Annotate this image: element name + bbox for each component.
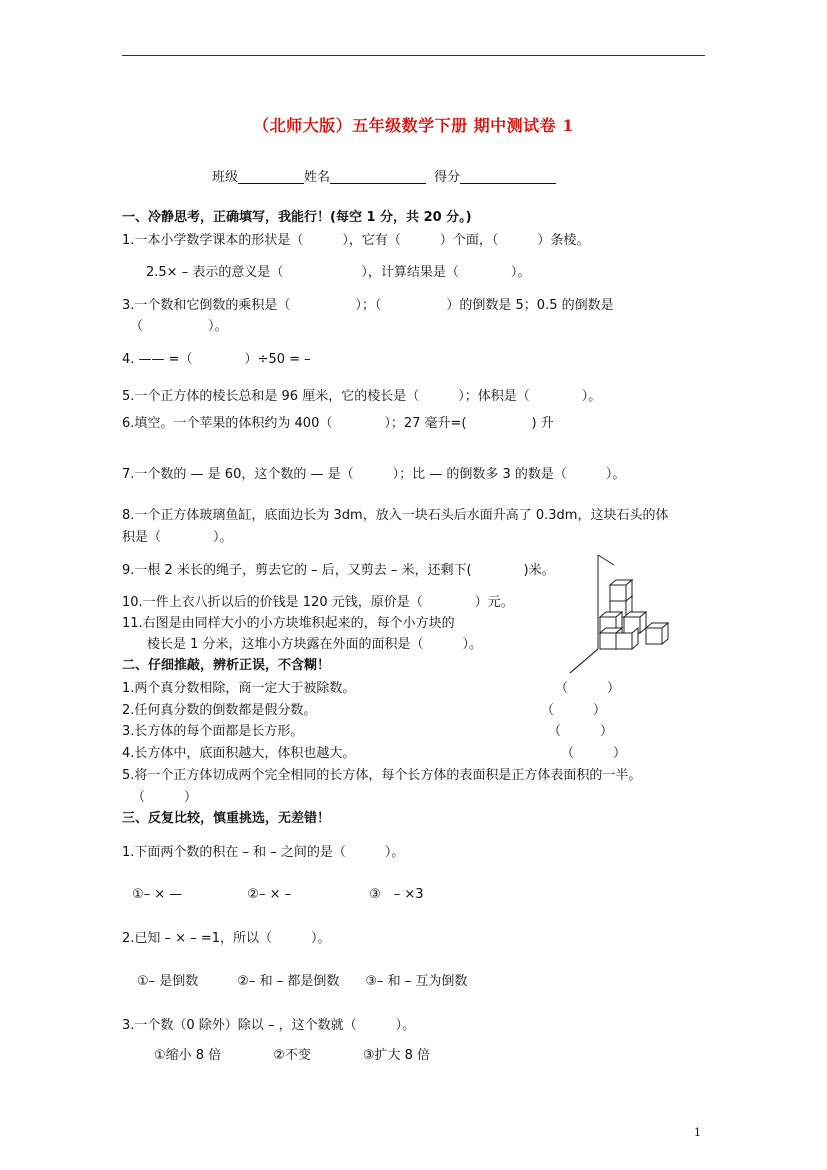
- class-blank[interactable]: [238, 169, 304, 184]
- exam-title: （北师大版）五年级数学下册 期中测试卷 1: [253, 116, 574, 135]
- section-2-heading: 二、仔细推敲，辨析正误，不含糊！: [122, 658, 331, 673]
- name-blank[interactable]: [330, 169, 426, 184]
- question-2: 2.5× – 表示的意义是（ ），计算结果是（ ）。: [146, 265, 531, 280]
- question-3-line-1: 3.一个数和它倒数的乘积是（ ）；（ ）的倒数是 5；0.5 的倒数是: [122, 298, 614, 313]
- question-8-line-1: 8.一个正方体玻璃鱼缸，底面边长为 3dm，放入一块石头后水面升高了 0.3dm，这块石头的体: [122, 508, 669, 523]
- question-6: 6.填空。一个苹果的体积约为 400（ ）；27 毫升=( ) 升: [122, 416, 554, 431]
- judge-1: 1.两个真分数相除，商一定大于被除数。: [122, 681, 356, 696]
- choice-1-options: ①– × — ②– × – ③ – ×3: [132, 887, 424, 902]
- question-10: 10.一件上衣八折以后的价钱是 120 元钱，原价是（ ）元。: [122, 595, 514, 610]
- choice-2: 2.已知 – × – =1，所以（ ）。: [122, 931, 331, 946]
- question-7: 7.一个数的 — 是 60，这个数的 — 是（ ）；比 — 的倒数多 3 的数是（ ）。: [122, 467, 626, 482]
- choice-2-options: ①– 是倒数 ②– 和 – 都是倒数 ③– 和 – 互为倒数: [137, 974, 468, 989]
- question-3-line-2: （ ）。: [130, 319, 228, 334]
- judge-3-parens[interactable]: （ ）: [548, 724, 614, 739]
- cube-top: [610, 580, 632, 601]
- cube-right-small: [646, 623, 668, 644]
- question-11-line-1: 11.右图是由同样大小的小方块堆积起来的，每个小方块的: [122, 616, 455, 631]
- question-5: 5.一个正方体的棱长总和是 96 厘米，它的棱长是（ ）；体积是（ ）。: [122, 389, 602, 404]
- section-1-heading: 一、冷静思考，正确填写，我能行！(每空 1 分，共 20 分。): [122, 210, 472, 225]
- class-label: 班级: [212, 170, 239, 185]
- choice-3: 3.一个数（0 除外）除以 – ，这个数就（ ）。: [122, 1018, 416, 1033]
- question-8-line-2: 积是（ ）。: [122, 530, 233, 545]
- judge-4: 4.长方体中，底面积越大，体积也越大。: [122, 746, 356, 761]
- judge-5: 5.将一个正方体切成两个完全相同的长方体，每个长方体的表面积是正方体表面积的一半。: [122, 768, 642, 783]
- judge-1-parens[interactable]: （ ）: [555, 681, 621, 696]
- choice-1: 1.下面两个数的积在 – 和 – 之间的是（ ）。: [122, 845, 405, 860]
- page-number: 1: [694, 1126, 701, 1139]
- judge-3: 3.长方体的每个面都是长方形。: [122, 724, 304, 739]
- question-11-line-2: 棱长是 1 分米，这堆小方块露在外面的面积是（ ）。: [147, 637, 483, 652]
- judge-5-parens[interactable]: （ ）: [132, 790, 198, 805]
- judge-2-parens[interactable]: （ ）: [541, 703, 607, 718]
- judge-2: 2.任何真分数的倒数都是假分数。: [122, 703, 317, 718]
- header-rule: [122, 55, 705, 56]
- score-blank[interactable]: [460, 169, 556, 184]
- question-1: 1.一本小学数学课本的形状是（ ），它有（ ）个面，（ ）条棱。: [122, 233, 590, 248]
- question-4: 4. —— =（ ）÷50 = –: [122, 352, 311, 367]
- score-label: 得分: [434, 170, 461, 185]
- student-info-row: [212, 166, 556, 185]
- choice-3-options: ①缩小 8 倍 ②不变 ③扩大 8 倍: [154, 1048, 431, 1063]
- judge-4-parens[interactable]: （ ）: [561, 746, 627, 761]
- cube-stack-figure: [568, 553, 694, 677]
- question-9: 9.一根 2 米长的绳子，剪去它的 – 后，又剪去 – 米，还剩下( )米。: [122, 563, 555, 578]
- name-label: 姓名: [304, 170, 331, 185]
- section-3-heading: 三、反复比较，慎重挑选，无差错！: [122, 811, 331, 826]
